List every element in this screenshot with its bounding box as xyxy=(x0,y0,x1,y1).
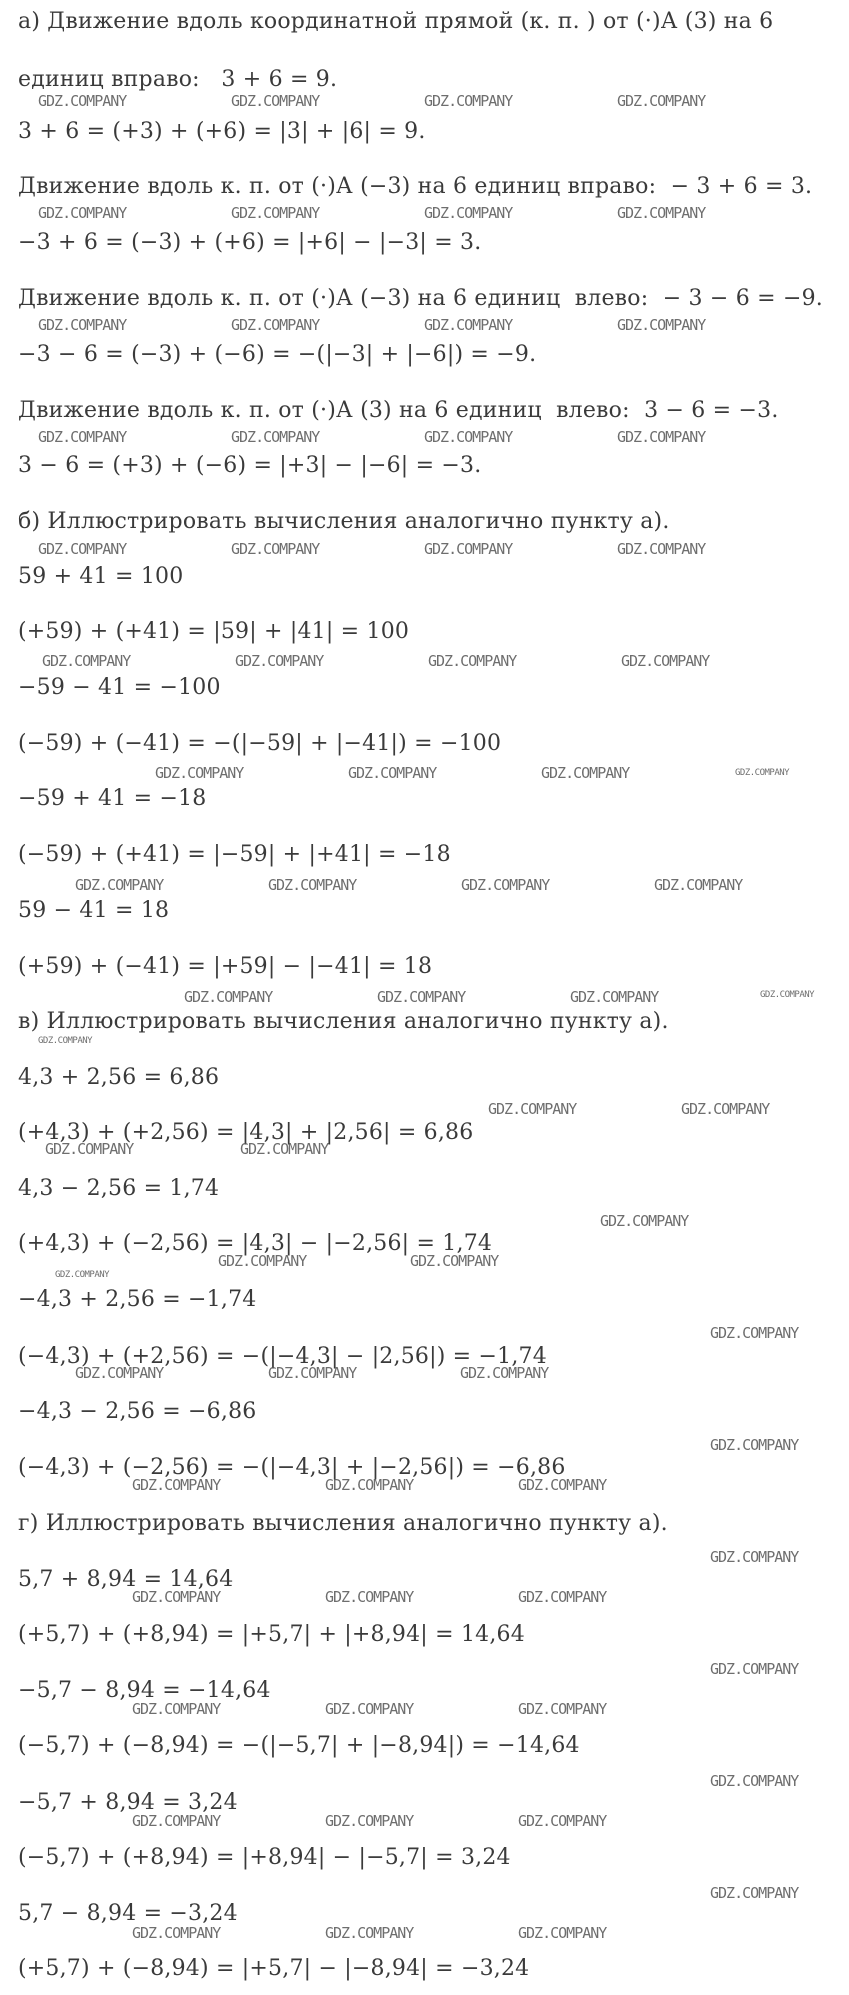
watermark: GDZ.COMPANY xyxy=(325,1476,414,1494)
watermark: GDZ.COMPANY xyxy=(428,652,517,670)
watermark: GDZ.COMPANY xyxy=(75,876,164,894)
watermark: GDZ.COMPANY xyxy=(461,876,550,894)
solution-line: 5,7 − 8,94 = −3,24 xyxy=(18,1901,238,1926)
solution-line: г) Иллюстрировать вычисления аналогично пункту а). xyxy=(18,1511,668,1536)
watermark: GDZ.COMPANY xyxy=(155,764,244,782)
solution-line: Движение вдоль к. п. от (·)А (3) на 6 единиц влево: 3 − 6 = −3. xyxy=(18,398,779,423)
watermark: GDZ.COMPANY xyxy=(710,1660,799,1678)
watermark: GDZ.COMPANY xyxy=(325,1588,414,1606)
watermark: GDZ.COMPANY xyxy=(518,1476,607,1494)
solution-line: 3 − 6 = (+3) + (−6) = |+3| − |−6| = −3. xyxy=(18,453,482,478)
solution-line: Движение вдоль к. п. от (·)А (−3) на 6 единиц влево: − 3 − 6 = −9. xyxy=(18,286,823,311)
watermark: GDZ.COMPANY xyxy=(518,1700,607,1718)
solution-line: 59 + 41 = 100 xyxy=(18,564,184,589)
solution-line: (−5,7) + (+8,94) = |+8,94| − |−5,7| = 3,24 xyxy=(18,1845,511,1870)
watermark: GDZ.COMPANY xyxy=(45,1140,134,1158)
watermark-small: GDZ.COMPANY xyxy=(760,990,815,1000)
watermark-small: GDZ.COMPANY xyxy=(735,768,790,778)
solution-line: 4,3 − 2,56 = 1,74 xyxy=(18,1176,220,1201)
watermark: GDZ.COMPANY xyxy=(38,540,127,558)
solution-line: (+5,7) + (+8,94) = |+5,7| + |+8,94| = 14,64 xyxy=(18,1622,525,1647)
watermark-small: GDZ.COMPANY xyxy=(55,1270,110,1280)
watermark: GDZ.COMPANY xyxy=(231,540,320,558)
watermark: GDZ.COMPANY xyxy=(231,92,320,110)
solution-line: в) Иллюстрировать вычисления аналогично пункту а). xyxy=(18,1009,669,1034)
watermark: GDZ.COMPANY xyxy=(132,1924,221,1942)
solution-line: 59 − 41 = 18 xyxy=(18,898,170,923)
watermark: GDZ.COMPANY xyxy=(410,1252,499,1270)
watermark-small: GDZ.COMPANY xyxy=(38,1036,93,1046)
watermark: GDZ.COMPANY xyxy=(132,1588,221,1606)
solution-line: −59 + 41 = −18 xyxy=(18,786,207,811)
watermark: GDZ.COMPANY xyxy=(424,92,513,110)
solution-line: (+4,3) + (−2,56) = |4,3| − |−2,56| = 1,74 xyxy=(18,1231,493,1256)
solution-line: −3 + 6 = (−3) + (+6) = |+6| − |−3| = 3. xyxy=(18,230,482,255)
solution-line: Движение вдоль к. п. от (·)А (−3) на 6 единиц вправо: − 3 + 6 = 3. xyxy=(18,174,813,199)
watermark: GDZ.COMPANY xyxy=(424,540,513,558)
solution-line: 3 + 6 = (+3) + (+6) = |3| + |6| = 9. xyxy=(18,119,426,144)
solution-line: (−4,3) + (−2,56) = −(|−4,3| + |−2,56|) = −6,86 xyxy=(18,1455,566,1480)
watermark: GDZ.COMPANY xyxy=(231,204,320,222)
solution-line: (+5,7) + (−8,94) = |+5,7| − |−8,94| = −3,24 xyxy=(18,1956,530,1981)
watermark: GDZ.COMPANY xyxy=(681,1100,770,1118)
watermark: GDZ.COMPANY xyxy=(240,1140,329,1158)
solution-line: −59 − 41 = −100 xyxy=(18,675,221,700)
watermark: GDZ.COMPANY xyxy=(617,92,706,110)
watermark: GDZ.COMPANY xyxy=(231,428,320,446)
watermark: GDZ.COMPANY xyxy=(654,876,743,894)
watermark: GDZ.COMPANY xyxy=(541,764,630,782)
watermark: GDZ.COMPANY xyxy=(518,1924,607,1942)
watermark: GDZ.COMPANY xyxy=(617,316,706,334)
watermark: GDZ.COMPANY xyxy=(231,316,320,334)
watermark: GDZ.COMPANY xyxy=(710,1772,799,1790)
watermark: GDZ.COMPANY xyxy=(75,1364,164,1382)
watermark: GDZ.COMPANY xyxy=(570,988,659,1006)
watermark: GDZ.COMPANY xyxy=(617,428,706,446)
watermark: GDZ.COMPANY xyxy=(348,764,437,782)
watermark: GDZ.COMPANY xyxy=(42,652,131,670)
watermark: GDZ.COMPANY xyxy=(600,1212,689,1230)
solution-line: единиц вправо: 3 + 6 = 9. xyxy=(18,67,338,92)
watermark: GDZ.COMPANY xyxy=(184,988,273,1006)
solution-line: 4,3 + 2,56 = 6,86 xyxy=(18,1065,220,1090)
watermark: GDZ.COMPANY xyxy=(617,540,706,558)
watermark: GDZ.COMPANY xyxy=(617,204,706,222)
watermark: GDZ.COMPANY xyxy=(621,652,710,670)
watermark: GDZ.COMPANY xyxy=(235,652,324,670)
watermark: GDZ.COMPANY xyxy=(268,876,357,894)
watermark: GDZ.COMPANY xyxy=(424,316,513,334)
watermark: GDZ.COMPANY xyxy=(38,316,127,334)
solution-line: −5,7 − 8,94 = −14,64 xyxy=(18,1678,271,1703)
watermark: GDZ.COMPANY xyxy=(325,1924,414,1942)
watermark: GDZ.COMPANY xyxy=(325,1700,414,1718)
watermark: GDZ.COMPANY xyxy=(38,92,127,110)
solution-line: −4,3 − 2,56 = −6,86 xyxy=(18,1399,257,1424)
solution-line: (−59) + (+41) = |−59| + |+41| = −18 xyxy=(18,842,451,867)
solution-line: (−5,7) + (−8,94) = −(|−5,7| + |−8,94|) = −14,64 xyxy=(18,1733,580,1758)
watermark: GDZ.COMPANY xyxy=(132,1476,221,1494)
watermark: GDZ.COMPANY xyxy=(710,1548,799,1566)
solution-line: −3 − 6 = (−3) + (−6) = −(|−3| + |−6|) = −9. xyxy=(18,342,537,367)
solution-line: −4,3 + 2,56 = −1,74 xyxy=(18,1287,257,1312)
watermark: GDZ.COMPANY xyxy=(38,204,127,222)
watermark: GDZ.COMPANY xyxy=(710,1436,799,1454)
solution-line: (+4,3) + (+2,56) = |4,3| + |2,56| = 6,86 xyxy=(18,1120,474,1145)
watermark: GDZ.COMPANY xyxy=(325,1812,414,1830)
watermark: GDZ.COMPANY xyxy=(488,1100,577,1118)
watermark: GDZ.COMPANY xyxy=(460,1364,549,1382)
watermark: GDZ.COMPANY xyxy=(518,1588,607,1606)
watermark: GDZ.COMPANY xyxy=(424,204,513,222)
solution-line: (+59) + (+41) = |59| + |41| = 100 xyxy=(18,619,410,644)
solution-line: −5,7 + 8,94 = 3,24 xyxy=(18,1790,238,1815)
solution-line: (−4,3) + (+2,56) = −(|−4,3| − |2,56|) = −1,74 xyxy=(18,1344,547,1369)
watermark: GDZ.COMPANY xyxy=(38,428,127,446)
watermark: GDZ.COMPANY xyxy=(424,428,513,446)
watermark: GDZ.COMPANY xyxy=(132,1812,221,1830)
watermark: GDZ.COMPANY xyxy=(268,1364,357,1382)
solution-line: а) Движение вдоль координатной прямой (к. п. ) от (·)А (3) на 6 xyxy=(18,9,774,34)
solution-line: 5,7 + 8,94 = 14,64 xyxy=(18,1567,234,1592)
solution-line: б) Иллюстрировать вычисления аналогично пункту а). xyxy=(18,509,670,534)
solution-line: (+59) + (−41) = |+59| − |−41| = 18 xyxy=(18,954,433,979)
watermark: GDZ.COMPANY xyxy=(518,1812,607,1830)
watermark: GDZ.COMPANY xyxy=(132,1700,221,1718)
watermark: GDZ.COMPANY xyxy=(377,988,466,1006)
watermark: GDZ.COMPANY xyxy=(218,1252,307,1270)
watermark: GDZ.COMPANY xyxy=(710,1324,799,1342)
solution-line: (−59) + (−41) = −(|−59| + |−41|) = −100 xyxy=(18,731,502,756)
watermark: GDZ.COMPANY xyxy=(710,1884,799,1902)
